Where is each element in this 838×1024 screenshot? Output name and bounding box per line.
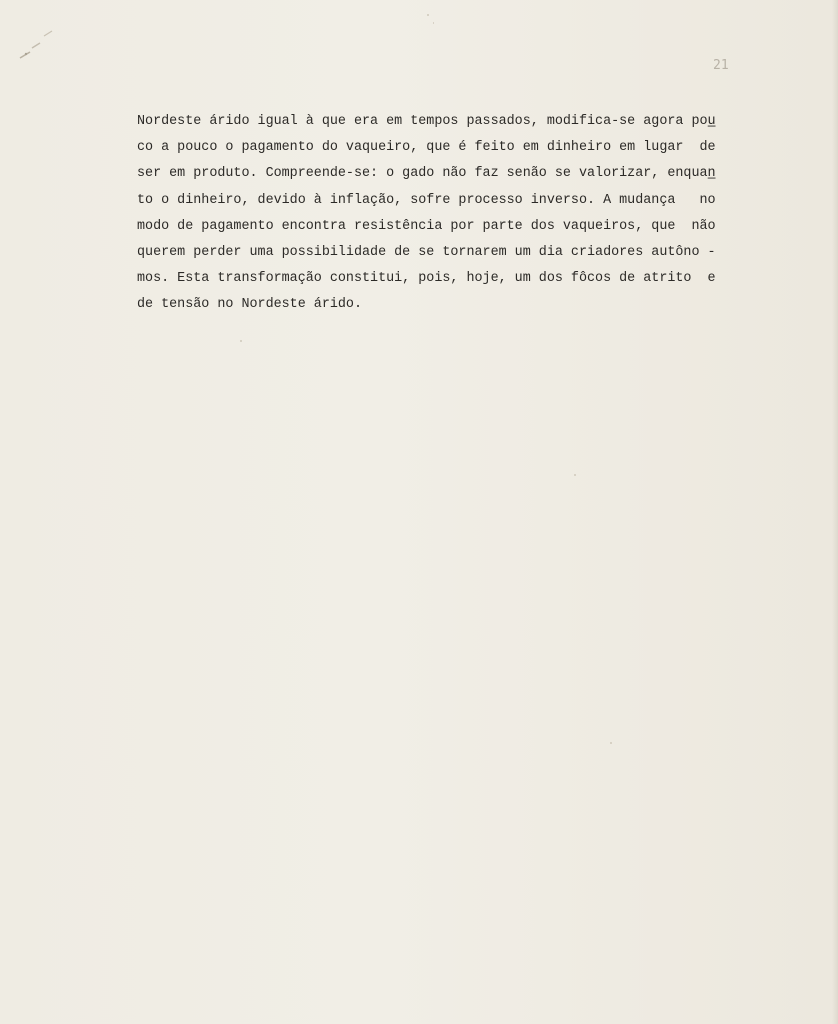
text-line: mos. Esta transformação constitui, pois, hoje, um dos fôcos de atrito e [137,271,716,287]
staple-mark-icon [16,24,58,64]
paper-speck [240,340,242,342]
page-number: 21 [713,58,729,73]
text-line: co a pouco o pagamento do vaqueiro, que é feito em dinheiro em lugar de [137,140,716,156]
text-line: Nordeste árido igual à que era em tempos passados, modifica-se agora pou̲ [137,114,716,129]
typewritten-paragraph [137,109,737,319]
text-line: modo de pagamento encontra resistência por parte dos vaqueiros, que não [137,218,716,234]
paper-speck [433,22,434,24]
paper-speck [427,14,429,16]
paper-speck [610,742,612,744]
text-line: querem perder uma possibilidade de se tornarem um dia criadores autôno - [137,244,716,260]
text-line: ser em produto. Compreende-se: o gado não faz senão se valorizar, enquan̲ [137,166,716,182]
paper-speck [574,474,576,476]
text-line: to o dinheiro, devido à inflação, sofre processo inverso. A mudança no [137,192,716,208]
text-line: de tensão no Nordeste árido. [137,297,362,313]
page-edge-shadow [832,0,838,1024]
